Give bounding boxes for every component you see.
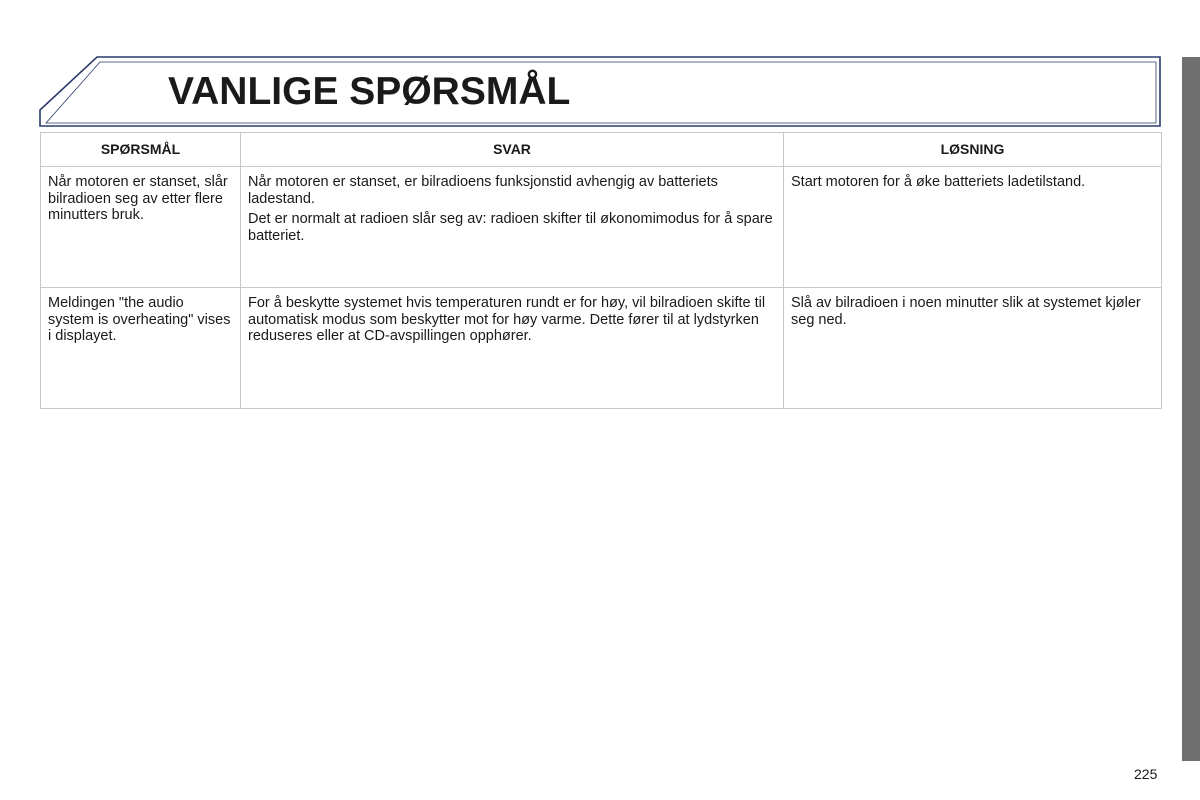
faq-table bbox=[40, 132, 1162, 409]
question-cell bbox=[41, 288, 241, 409]
answer-text: For å beskytte systemet hvis temperaturen rundt er for høy, vil bilradioen skifte til automatisk modus som beskytter mot for høy varme. Dette fører til at lydstyrken reduseres eller at CD-avspillingen opphører. bbox=[248, 295, 766, 344]
column-header-question: SPØRSMÅL bbox=[41, 133, 241, 167]
table-row bbox=[41, 288, 1162, 409]
page-number: 225 bbox=[1134, 766, 1158, 782]
chapter-side-tab bbox=[1182, 57, 1200, 761]
column-header-solution: LØSNING bbox=[784, 133, 1162, 167]
page-title: VANLIGE SPØRSMÅL bbox=[168, 70, 571, 113]
solution-cell bbox=[784, 167, 1162, 288]
question-text: Når motoren er stanset, slår bilradioen seg av etter flere minutters bruk. bbox=[48, 174, 228, 223]
question-text: Meldingen "the audio system is overheating" vises i displayet. bbox=[48, 295, 231, 344]
solution-cell bbox=[784, 288, 1162, 409]
answer-text: Når motoren er stanset, er bilradioens funksjonstid avhengig av batteriets ladestand. bbox=[248, 174, 718, 207]
solution-text: Start motoren for å øke batteriets ladetilstand. bbox=[791, 174, 1086, 190]
answer-cell bbox=[241, 288, 784, 409]
answer-cell bbox=[241, 167, 784, 288]
column-header-answer: SVAR bbox=[241, 133, 784, 167]
table-row bbox=[41, 167, 1162, 288]
solution-text: Slå av bilradioen i noen minutter slik at systemet kjøler seg ned. bbox=[791, 295, 1141, 328]
question-cell bbox=[41, 167, 241, 288]
answer-text: Det er normalt at radioen slår seg av: radioen skifter til økonomimodus for å spare batteriet. bbox=[248, 211, 773, 244]
table-header-row bbox=[41, 133, 1162, 167]
